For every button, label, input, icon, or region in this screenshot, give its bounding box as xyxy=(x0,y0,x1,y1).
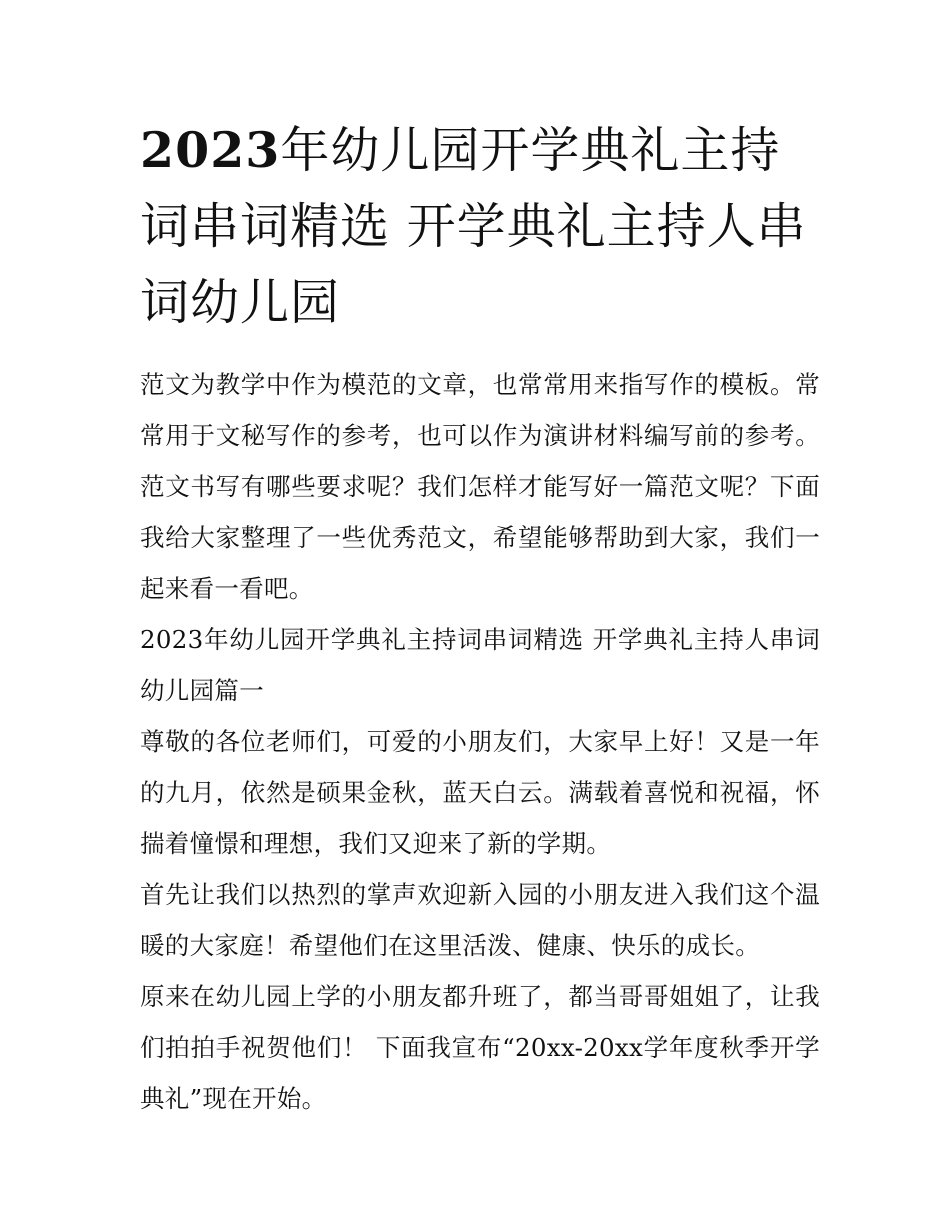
document-title xyxy=(140,112,820,341)
document-body xyxy=(140,359,820,1124)
intro-paragraph: 范文为教学中作为模范的文章，也常常用来指写作的模板。常常用于文秘写作的参考，也可以作为演讲材料编写前的参考。范文书写有哪些要求呢？我们怎样才能写好一篇范文呢？下面我给大家整理了一些优秀范文，希望能够帮助到大家，我们一起来看一看吧。 xyxy=(140,370,820,603)
section-heading: 2023年幼儿园开学典礼主持词串词精选 开学典礼主持人串词幼儿园篇一 xyxy=(140,625,820,705)
body-paragraph: 原来在幼儿园上学的小朋友都升班了，都当哥哥姐姐了，让我们拍拍手祝贺他们！ 下面我宣布“20xx-20xx学年度秋季开学典礼”现在开始。 xyxy=(140,982,820,1113)
document-page xyxy=(140,112,820,1124)
title-year: 2023 xyxy=(140,121,281,179)
body-paragraph: 首先让我们以热烈的掌声欢迎新入园的小朋友进入我们这个温暖的大家庭！希望他们在这里活泼、健康、快乐的成长。 xyxy=(140,880,820,960)
title-text: 年幼儿园开学典礼主持词串词精选 开学典礼主持人串词幼儿园 xyxy=(140,122,807,331)
body-paragraph: 尊敬的各位老师们，可爱的小朋友们，大家早上好！又是一年的九月，依然是硕果金秋，蓝天白云。满载着喜悦和祝福，怀揣着憧憬和理想，我们又迎来了新的学期。 xyxy=(140,727,820,858)
